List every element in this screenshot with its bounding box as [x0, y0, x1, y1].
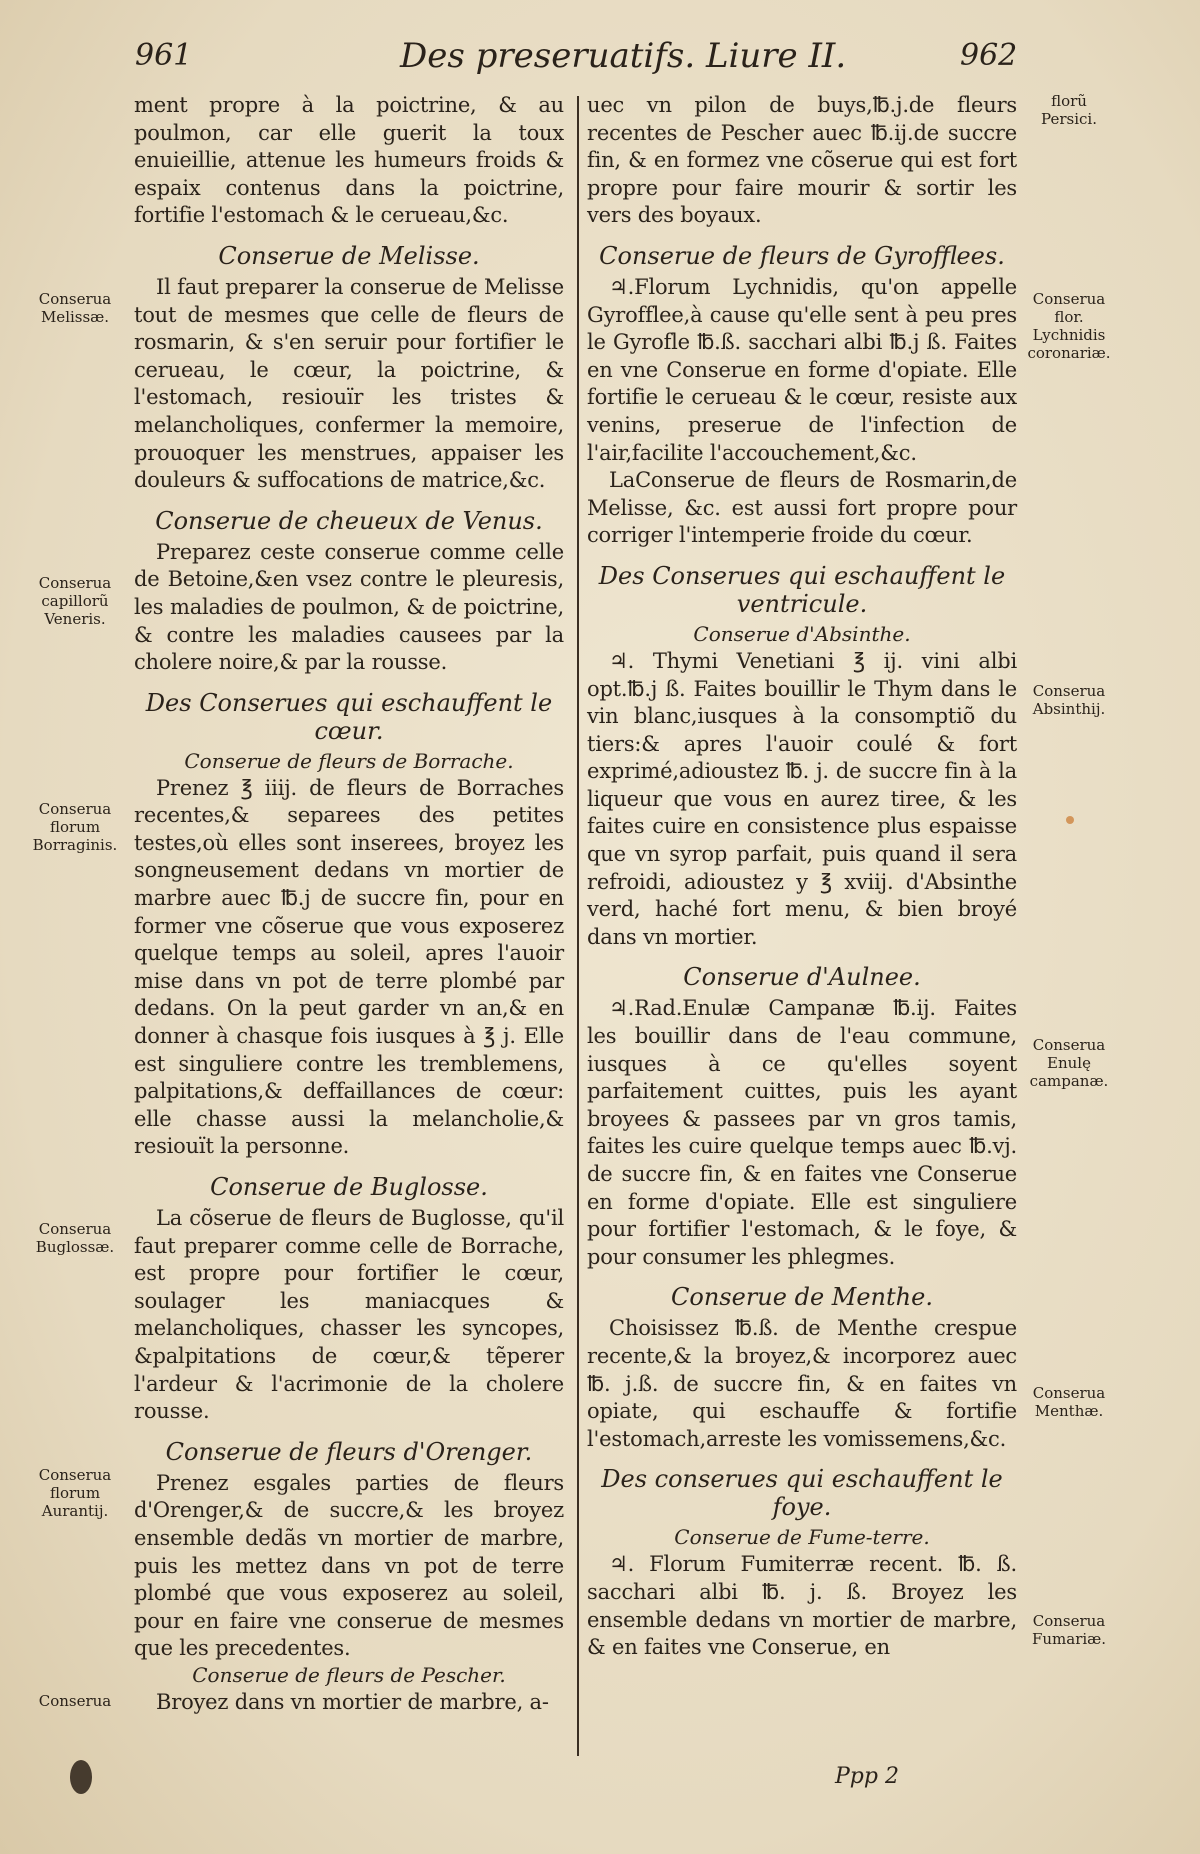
- page-number-left: 961: [135, 38, 193, 73]
- rosmarin-paragraph: LaConserue de fleurs de Rosmarin,de Melisse, &c. est aussi fort propre pour corriger l'intemperie froide du cœur.: [587, 468, 1017, 548]
- cheueux-paragraph: Preparez ceste conserue comme celle de Betoine,&en vsez contre le pleuresis, les maladies de poulmon, & de poictrine, & contre les maladies causees par la cholere noire,& par la rousse.: [134, 539, 564, 675]
- margin-note-menthae: Conserua Menthæ.: [1032, 1384, 1106, 1420]
- stain-spot: [1066, 816, 1074, 824]
- orenger-title: Conserue de fleurs d'Orenger.: [165, 1437, 533, 1466]
- page-number-right: 962: [960, 38, 1018, 73]
- margin-note-persici: florũ Persici.: [1041, 92, 1097, 128]
- buglosse-paragraph: La cõserue de fleurs de Buglosse, qu'il faut preparer comme celle de Borrache, est propre pour fortifier le cœur, soulager les maniacques & melancholiques, chasser les syncopes, &palpitations de cœur,& tẽperer l'ardeur & l'acrimonie de la cholere rousse.: [134, 1206, 564, 1424]
- aulnee-title: Conserue d'Aulnee.: [683, 963, 921, 992]
- borrache-title: Conserue de fleurs de Borrache.: [184, 748, 514, 773]
- aulnee-paragraph: ♃.Rad.Enulæ Campanæ ℔.ij. Faites les bouillir dans de l'eau commune, iusques à ce qu'elles soyent parfaitement cuittes, puis les ayant broyees & passees par vn gros tamis, faites les cuire quelque temps auec ℔.vj. de succre fin, & en faites vne Conserue en forme d'opiate. Elle est singuliere pour fortifier l'estomach, & le foye, & pour consumer les phlegmes.: [587, 996, 1017, 1269]
- margin-note-buglossae: Conserua Buglossæ.: [35, 1220, 115, 1256]
- column-divider: [577, 96, 579, 1756]
- signature-mark: Ppp 2: [835, 1764, 899, 1789]
- menthe-title: Conserue de Menthe.: [671, 1283, 933, 1312]
- margin-note-fumariae: Conserua Fumariæ.: [1031, 1612, 1107, 1648]
- foye-section-heading: Des conserues qui eschauffent le foye.: [601, 1465, 1003, 1522]
- ink-blot: [70, 1760, 92, 1794]
- margin-note-capillorum: Conserua capillorũ Veneris.: [38, 574, 112, 628]
- margin-note-enulae: Conserua Enulę campanæ.: [1029, 1036, 1109, 1090]
- left-intro-paragraph: ment propre à la poictrine, & au poulmon, car elle guerit la toux enuieillie, attenue les humeurs froids & espaix contenus dans la poictrine, fortifie l'estomach & le cerueau,&c.: [134, 93, 564, 228]
- margin-note-borraginis: Conserua florum Borraginis.: [32, 800, 118, 854]
- margin-note-pescher: Conserua: [38, 1692, 112, 1710]
- margin-note-absinthij: Conserua Absinthij.: [1032, 682, 1106, 718]
- buglosse-title: Conserue de Buglosse.: [210, 1173, 488, 1201]
- coeur-section-heading: Des Conserues qui eschauffent le cœur.: [145, 688, 553, 745]
- absinthe-paragraph: ♃. Thymi Venetiani ℥ ij. vini albi opt.℔.j ß. Faites bouillir le Thym dans le vin blanc,iusques à la consomptiõ du tiers:& apres l'auoir coulé & fort exprimé,adioustez ℔. j. de succre fin à la liqueur que vous en aurez tiree, & les faites cuire en consistence plus espaisse que vn syrop parfait, puis quand il sera refroidi, adioustez y ℥ xviij. d'Absinthe verd, haché fort menu, & bien broyé dans vn mortier.: [587, 648, 1017, 949]
- fume-terre-title: Conserue de Fume-terre.: [674, 1525, 930, 1550]
- cheueux-title: Conserue de cheueux de Venus.: [155, 506, 543, 535]
- right-intro-paragraph: uec vn pilon de buys,℔.j.de fleurs recentes de Pescher auec ℔.ij.de succre fin, & en formez vne cõserue qui est fort propre pour faire mourir & sortir les vers des boyaux.: [587, 93, 1017, 228]
- fume-terre-paragraph: ♃. Florum Fumiterræ recent. ℔. ß. sacchari albi ℔. j. ß. Broyez les ensemble dedans vn mortier de marbre, & en faites vne Conserue, en: [587, 1552, 1017, 1660]
- page-header: [0, 32, 1200, 88]
- left-column: [134, 92, 564, 1717]
- gyrofflees-title: Conserue de fleurs de Gyrofflees.: [599, 241, 1005, 270]
- margin-note-melissae: Conserua Melissæ.: [38, 290, 112, 326]
- orenger-paragraph: Prenez esgales parties de fleurs d'Orenger,& de succre,& les broyez ensemble dedãs vn mortier de marbre, puis les mettez dans vn pot de terre plombé que vous exposerez au soleil, pour en faire vne conserue de mesmes que les precedentes.: [134, 1470, 564, 1661]
- pescher-title: Conserue de fleurs de Pescher.: [192, 1662, 506, 1687]
- ventricule-section-heading: Des Conserues qui eschauffent le ventricule.: [598, 561, 1006, 618]
- running-title: Des preseruatifs. Liure II.: [400, 36, 847, 76]
- melisse-paragraph: Il faut preparer la conserue de Melisse tout de mesmes que celle de fleurs de rosmarin, & s'en seruir pour fortifier le cerueau, le cœur, la poictrine, & l'estomach, resiouïr les tristes & melancholiques, confermer la memoire, prouoquer les menstrues, appaiser les douleurs & suffocations de matrice,&c.: [134, 274, 564, 493]
- margin-note-aurantij: Conserua florum Aurantij.: [38, 1466, 112, 1520]
- gyrofflees-paragraph: ♃.Florum Lychnidis, qu'on appelle Gyrofflee,à cause qu'elle sent à peu pres le Gyrofle ℔.ß. sacchari albi ℔.j ß. Faites en vne Conserue en forme d'opiate. Elle fortifie le cerueau & le cœur, resiste aux venins, preserue de l'infection de l'air,facilite l'accouchement,&c.: [587, 274, 1017, 465]
- right-column: [587, 92, 1017, 1662]
- absinthe-title: Conserue d'Absinthe.: [693, 621, 911, 646]
- borrache-paragraph: Prenez ℥ iiij. de fleurs de Borraches recentes,& separees des petites testes,où elles sont inserees, broyez les songneusement dedans vn mortier de marbre auec ℔.j de succre fin, pour en former vne cõserue que vous exposerez quelque temps au soleil, apres l'auoir mise dans vn pot de terre plombé par dedans. On la peut garder vn an,& en donner à chasque fois iusques à ℥ j. Elle est singuliere contre les tremblemens, palpitations,& deffaillances de cœur: elle chasse aussi la melancholie,& resiouït la personne.: [134, 775, 564, 1159]
- menthe-paragraph: Choisissez ℔.ß. de Menthe crespue recente,& la broyez,& incorporez auec ℔. j.ß. de succre fin, & en faites vn opiate, qui eschauffe & fortifie l'estomach,arreste les vomissemens,&c.: [587, 1316, 1017, 1451]
- melisse-title: Conserue de Melisse.: [218, 241, 480, 270]
- pescher-paragraph: Broyez dans vn mortier de marbre, a-: [156, 1689, 549, 1714]
- margin-note-lychnidis: Conserua flor. Lychnidis coronariæ.: [1027, 290, 1111, 362]
